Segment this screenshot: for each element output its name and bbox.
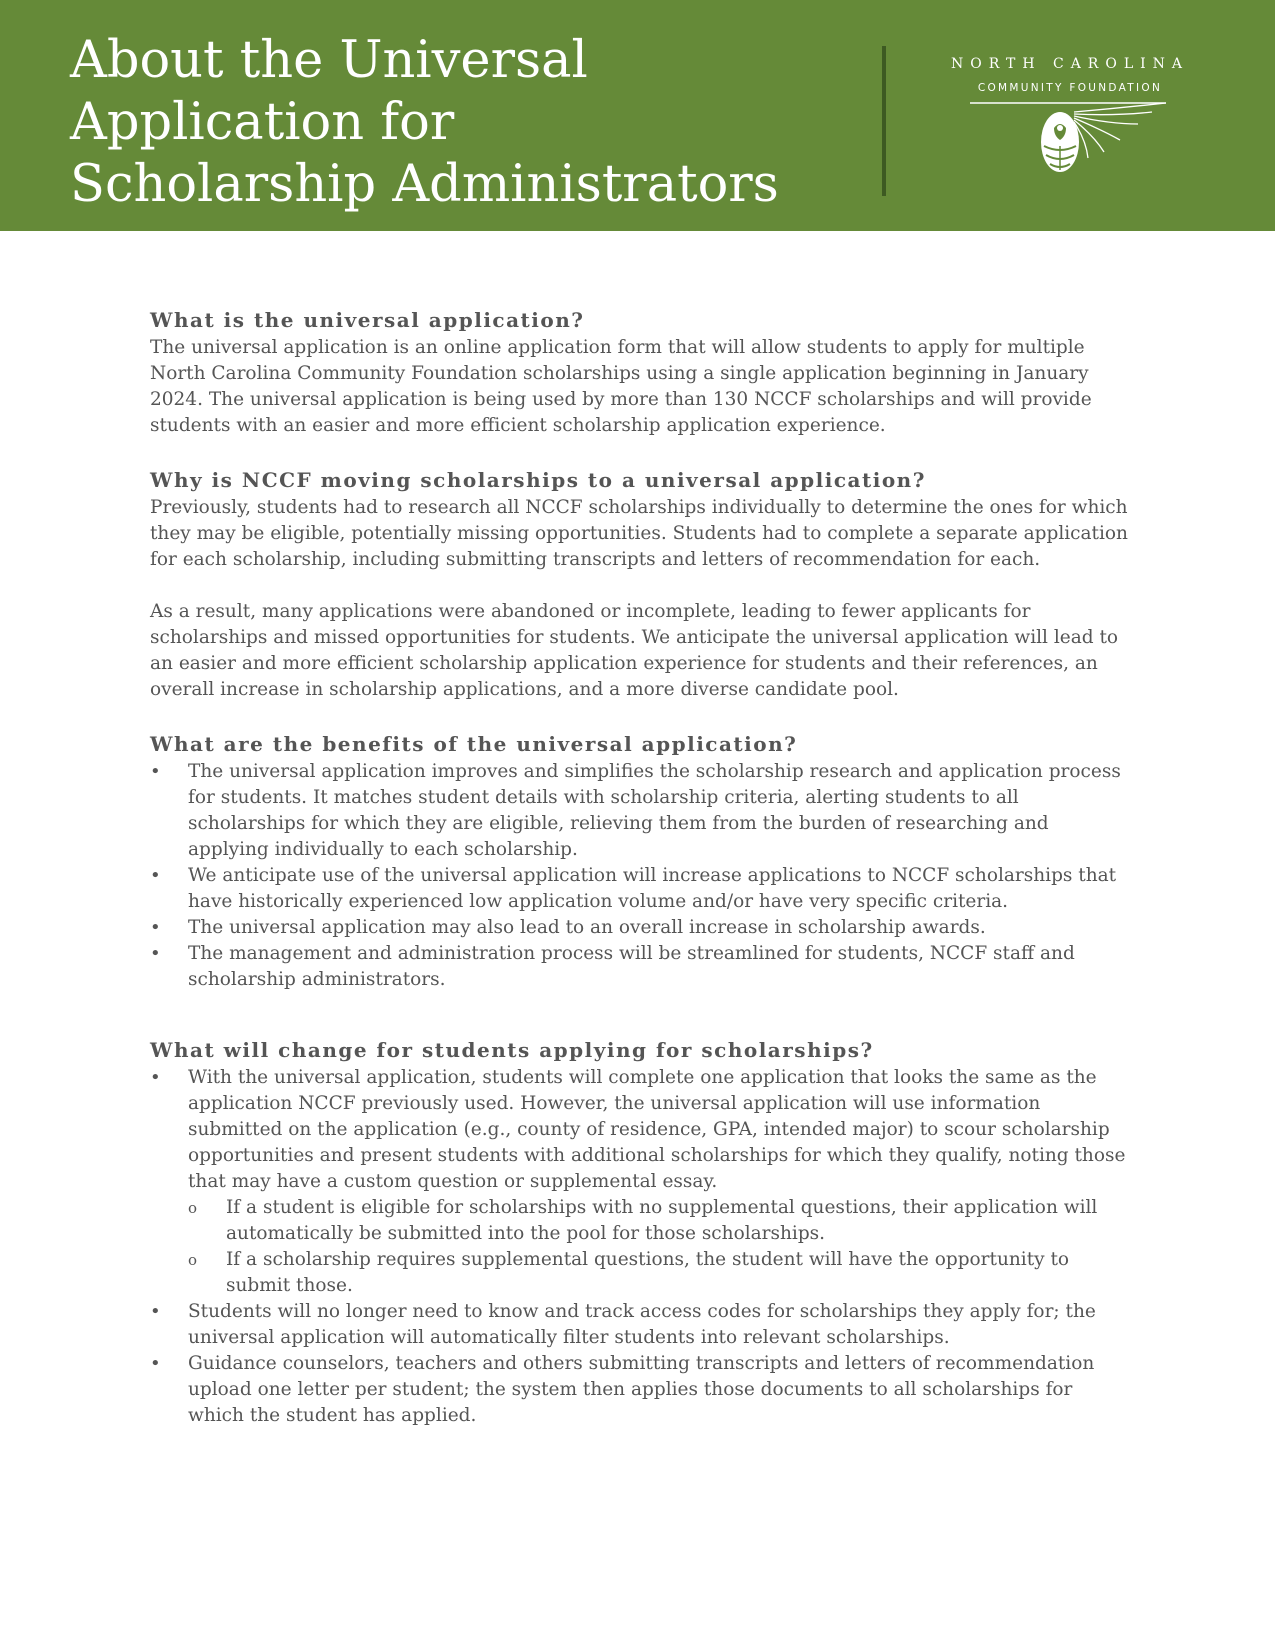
bullet-icon: • — [150, 865, 161, 886]
bullet-icon: • — [150, 917, 161, 938]
list-item — [150, 759, 1130, 863]
list-item-text: Guidance counselors, teachers and others submitting transcripts and letters of recommendation upload one letter per student; the system then applies those documents to all scholarships for which the student has applied. — [188, 1353, 1095, 1426]
hollow-bullet-icon: o — [188, 1251, 198, 1269]
logo-wordmark-top: NORTH CAROLINA — [950, 56, 1190, 72]
list-item-text: The management and administration process will be streamlined for students, NCCF staff and scholarship administrators. — [188, 943, 1075, 990]
sub-list-item-text: If a student is eligible for scholarships with no supplemental questions, their application will automatically be submitted into the pool for those scholarships. — [226, 1197, 1098, 1244]
bullet-icon: • — [150, 761, 161, 782]
section-paragraph: The universal application is an online application form that will allow students to apply for multiple North Carolina Community Foundation scholarships using a single application beginning in January 2024. The universal application is being used by more than 130 NCCF scholarships and will provide students with an easier and more efficient scholarship application experience. — [150, 337, 1092, 436]
list-item — [150, 863, 1130, 915]
sub-list-item — [188, 1195, 1130, 1247]
list-item-text: We anticipate use of the universal application will increase applications to NCCF scholarships that have historically experienced low application volume and/or have very specific criteria. — [188, 865, 1117, 912]
bullet-icon: • — [150, 943, 161, 964]
list-item — [150, 915, 1130, 941]
logo-wordmark-bottom: COMMUNITY FOUNDATION — [977, 82, 1163, 94]
list-item — [150, 1299, 1130, 1351]
section-heading: What is the universal application? — [150, 308, 585, 332]
bullet-icon: • — [150, 1353, 161, 1374]
list-item — [150, 941, 1130, 993]
bullet-icon: • — [150, 1067, 161, 1088]
sub-list-item — [188, 1247, 1130, 1299]
bullet-icon: • — [150, 1301, 161, 1322]
pinecone-logo-icon — [970, 102, 1170, 192]
list-item-text: The universal application may also lead to an overall increase in scholarship awards. — [188, 917, 986, 938]
benefits-list — [150, 759, 1130, 993]
title-line-2: Application for — [70, 93, 455, 152]
header-divider — [882, 46, 886, 196]
section-heading: Why is NCCF moving scholarships to a universal application? — [150, 468, 926, 492]
section-heading: What are the benefits of the universal application? — [150, 732, 798, 756]
main-content — [150, 305, 1130, 1429]
page-title — [70, 30, 790, 216]
changes-list — [150, 1065, 1130, 1195]
changes-list-continued — [150, 1299, 1130, 1429]
list-item — [150, 1351, 1130, 1429]
section-paragraph: As a result, many applications were abandoned or incomplete, leading to fewer applicants for scholarships and missed opportunities for students. We anticipate the universal application will lead to an easier and more efficient scholarship application experience for students and their references, an overall increase in scholarship applications, and a more diverse candidate pool. — [150, 601, 1119, 700]
list-item — [150, 1065, 1130, 1195]
title-line-3: Scholarship Administrators — [70, 155, 779, 214]
title-line-1: About the Universal — [70, 31, 588, 90]
list-item-text: The universal application improves and simplifies the scholarship research and application process for students. It matches student details with scholarship criteria, alerting students to all scholarships for which they are eligible, relieving them from the burden of researching and applying individually to each scholarship. — [188, 761, 1121, 860]
foundation-logo — [940, 52, 1200, 192]
section-paragraph: Previously, students had to research all NCCF scholarships individually to determine the ones for which they may be eligible, potentially missing opportunities. Students had to complete a separate application for each scholarship, including submitting transcripts and letters of recommendation for each. — [150, 497, 1128, 570]
header-banner — [0, 0, 1275, 231]
sub-list — [188, 1195, 1130, 1299]
hollow-bullet-icon: o — [188, 1199, 198, 1217]
list-item-text: With the universal application, students will complete one application that looks the same as the application NCCF previously used. However, the universal application will use information submitted on the application (e.g., county of residence, GPA, intended major) to scour scholarship opportunities and present students with additional scholarships for which they qualify, noting those that may have a custom question or supplemental essay. — [188, 1067, 1126, 1192]
sub-list-item-text: If a scholarship requires supplemental questions, the student will have the opportunity to submit those. — [226, 1249, 1070, 1296]
section-heading: What will change for students applying for scholarships? — [150, 1038, 874, 1062]
list-item-text: Students will no longer need to know and track access codes for scholarships they apply for; the universal application will automatically filter students into relevant scholarships. — [188, 1301, 1096, 1348]
